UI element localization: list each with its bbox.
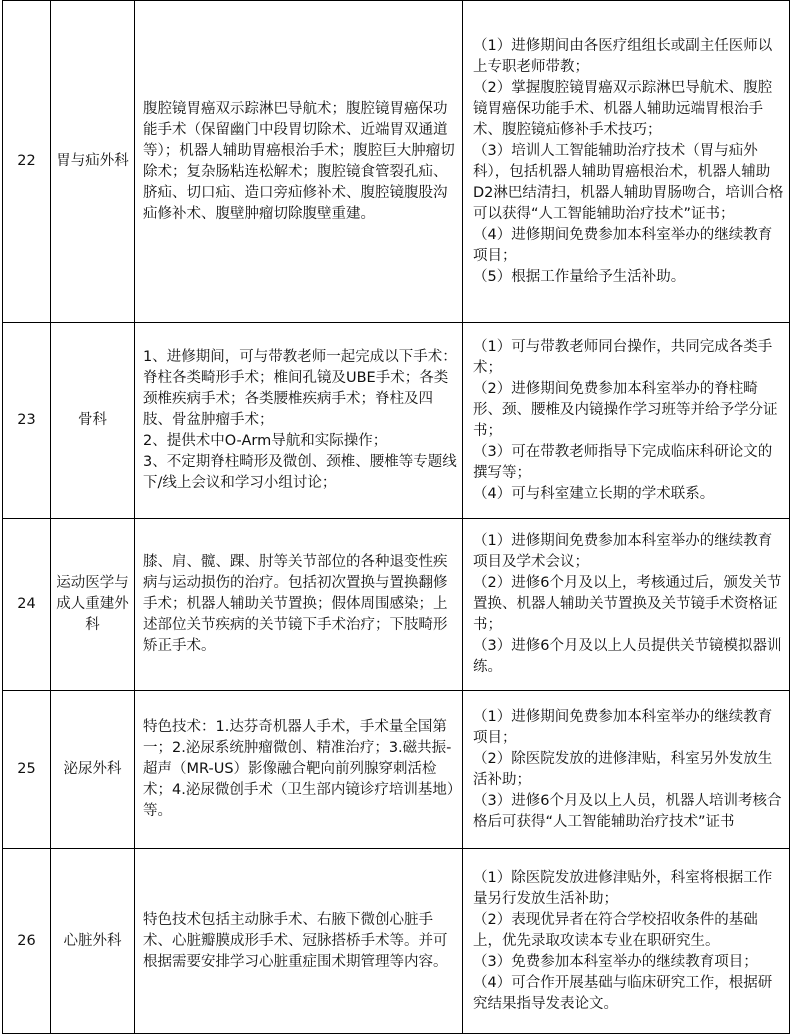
department-name: 心脏外科 xyxy=(51,849,135,1034)
benefit-item: （5）根据工作量给予生活补助。 xyxy=(473,268,686,285)
department-name: 胃与疝外科 xyxy=(51,1,135,323)
table-row xyxy=(3,691,790,849)
department-name: 骨科 xyxy=(51,323,135,519)
table-row xyxy=(3,519,790,691)
benefit-item: （3）可在带教老师指导下完成临床科研论文的撰写等； xyxy=(473,443,773,481)
department-name: 泌尿外科 xyxy=(51,691,135,849)
benefit-item: （3）进修6个月及以上人员，机器人培训考核合格后可获得“人工智能辅助治疗技术”证书 xyxy=(473,792,782,830)
content-paragraph: 膝、肩、髋、踝、肘等关节部位的各种退变性疾病与运动损伤的治疗。包括初次置换与置换翻修手术；机器人辅助关节置换；假体周围感染；上述部位关节疾病的关节镜下手术治疗；下肢畸形矫正手术。 xyxy=(143,554,448,654)
content-paragraph: 特色技术：1.达芬奇机器人手术，手术量全国第一；2.泌尿系统肿瘤微创、精准治疗；3.磁共振-超声（MR-US）影像融合靶向前列腺穿刺活检术；4.泌尿微创手术（卫生部内镜诊疗培训基地）等。 xyxy=(143,719,455,819)
benefit-item: （1）进修期间免费参加本科室举办的继续教育项目及学术会议； xyxy=(473,533,773,570)
benefit-item: （2）除医院发放的进修津贴，科室另外发放生活补助； xyxy=(473,750,773,788)
benefit-item: （2）进修期间免费参加本科室举办的脊柱畸形、颈、腰椎及内镜操作学习班等并给予学分证书； xyxy=(473,380,778,439)
benefit-item: （3）免费参加本科室举办的继续教育项目； xyxy=(473,953,758,970)
content-paragraph: 2、提供术中O-Arm导航和实际操作； xyxy=(143,433,388,449)
trainee-benefits xyxy=(463,1,790,323)
benefit-item: （4）可合作开展基础与临床研究工作，根据研究结果指导发表论文。 xyxy=(473,974,773,1012)
table-row xyxy=(3,323,790,519)
row-number: 24 xyxy=(3,519,51,691)
trainee-benefits xyxy=(463,323,790,519)
row-number: 22 xyxy=(3,1,51,323)
table-body xyxy=(3,1,790,1034)
training-content xyxy=(135,519,463,691)
trainee-benefits xyxy=(463,519,790,691)
training-content xyxy=(135,1,463,323)
benefit-item: （3）进修6个月及以上人员提供关节镜模拟器训练。 xyxy=(473,638,782,675)
trainee-benefits xyxy=(463,691,790,849)
training-content xyxy=(135,691,463,849)
benefit-item: （4）可与科室建立长期的学术联系。 xyxy=(473,485,715,502)
benefit-item: （1）进修期间由各医疗组组长或副主任医师以上专职老师带教； xyxy=(473,37,773,75)
benefit-item: （1）可与带教老师同台操作，共同完成各类手术； xyxy=(473,338,773,376)
training-content xyxy=(135,323,463,519)
content-paragraph: 特色技术包括主动脉手术、右腋下微创心脏手术、心脏瓣膜成形手术、冠脉搭桥手术等。并可根据需要安排学习心脏重症围术期管理等内容。 xyxy=(143,911,448,970)
benefit-item: （4）进修期间免费参加本科室举办的继续教育项目； xyxy=(473,226,773,264)
trainee-benefits xyxy=(463,849,790,1034)
content-paragraph: 1、进修期间，可与带教老师一起完成以下手术：脊柱各类畸形手术；椎间孔镜及UBE手术；各类颈椎疾病手术；各类腰椎疾病手术；脊柱及四肢、骨盆肿瘤手术； xyxy=(143,349,457,428)
benefit-item: （1）除医院发放进修津贴外，科室将根据工作量另行发放生活补助； xyxy=(473,869,773,907)
benefit-item: （3）培训人工智能辅助治疗技术（胃与疝外科），包括机器人辅助胃癌根治术，机器人辅助D2淋巴结清扫，机器人辅助胃肠吻合，培训合格可以获得“人工智能辅助治疗技术”证书； xyxy=(473,142,784,222)
benefit-item: （2）掌握腹腔镜胃癌双示踪淋巴导航术、腹腔镜胃癌保功能手术、机器人辅助远端胃根治手术、腹腔镜疝修补手术技巧； xyxy=(473,79,773,138)
training-content xyxy=(135,849,463,1034)
department-table xyxy=(2,0,790,1034)
benefit-item: （1）进修期间免费参加本科室举办的继续教育项目； xyxy=(473,708,773,746)
content-paragraph: 3、不定期脊柱畸形及微创、颈椎、腰椎等专题线下/线上会议和学习小组讨论； xyxy=(143,454,457,491)
content-paragraph: 腹腔镜胃癌双示踪淋巴导航术；腹腔镜胃癌保功能手术（保留幽门中段胃切除术、近端胃双通道等）；机器人辅助胃癌根治手术；腹腔巨大肿瘤切除术；复杂肠粘连松解术；腹腔镜食管裂孔疝、脐疝、切口疝、造口旁疝修补术、腹腔镜腹股沟疝修补术、腹壁肿瘤切除腹壁重建。 xyxy=(143,100,455,222)
benefit-item: （2）进修6个月及以上，考核通过后，颁发关节置换、机器人辅助关节置换及关节镜手术资格证书； xyxy=(473,575,782,633)
table-row xyxy=(3,1,790,323)
benefit-item: （2）表现优异者在符合学校招收条件的基础上，优先录取攻读本专业在职研究生。 xyxy=(473,911,758,949)
row-number: 25 xyxy=(3,691,51,849)
row-number: 26 xyxy=(3,849,51,1034)
row-number: 23 xyxy=(3,323,51,519)
table-row xyxy=(3,849,790,1034)
department-name: 运动医学与成人重建外科 xyxy=(51,519,135,691)
